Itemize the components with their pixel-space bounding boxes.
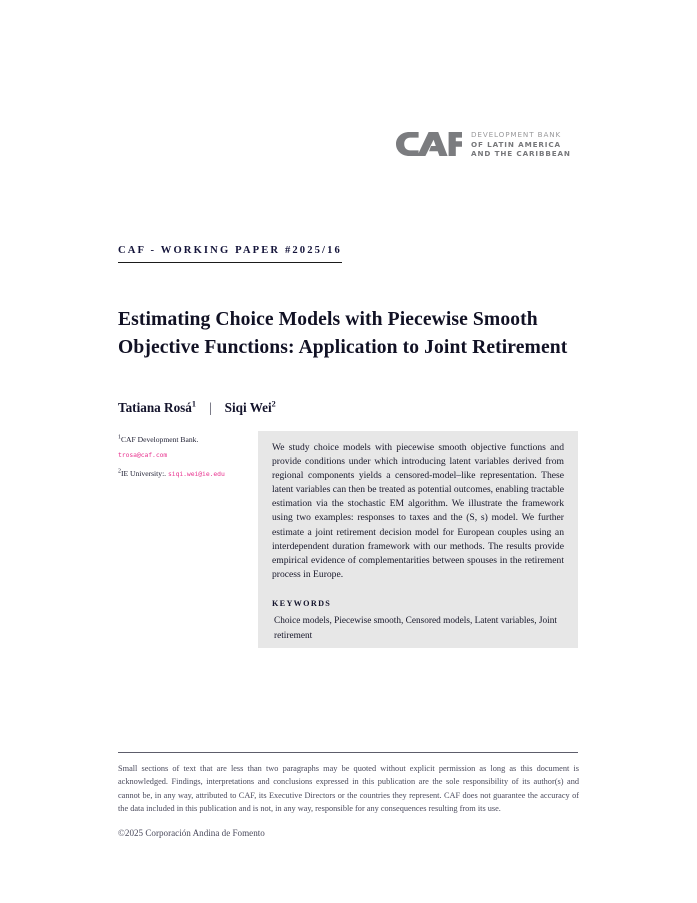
affiliation-list xyxy=(118,434,250,480)
affiliation-2 xyxy=(118,468,250,480)
logo-line-2: OF LATIN AMERICA xyxy=(471,139,561,149)
copyright-text: ©2025 Corporación Andina de Fomento xyxy=(118,828,265,838)
affiliation-institution-2: IE University:. xyxy=(120,469,167,479)
affiliation-email-line-1 xyxy=(118,449,250,461)
author-name-2: Siqi Wei$^2$ xyxy=(224,399,276,415)
author-list xyxy=(118,400,276,416)
working-paper-label: CAF - WORKING PAPER #2025/16 xyxy=(118,245,342,263)
abstract-panel xyxy=(258,431,578,648)
caf-logo xyxy=(396,130,571,159)
caf-wordmark-icon xyxy=(396,132,462,156)
page-title: Estimating Choice Models with Piecewise Smooth Objective Functions: Application to Joint Retirement xyxy=(118,309,568,358)
keywords-heading: KEYWORDS xyxy=(272,598,332,608)
affiliation-marker-2: 2 xyxy=(118,468,121,475)
email-link-1[interactable]: trosa@caf.com xyxy=(118,450,168,459)
caf-logo-text xyxy=(471,130,571,159)
affiliation-institution-1: CAF Development Bank. xyxy=(120,435,199,444)
email-link-2[interactable]: siqi.wei@ie.edu xyxy=(168,470,225,479)
author-separator: | xyxy=(209,400,212,415)
footer-divider xyxy=(118,752,578,753)
logo-line-1: DEVELOPMENT BANK xyxy=(471,130,562,139)
disclaimer-text: Small sections of text that are less than two paragraphs may be quoted without explicit permission as long as this document is acknowledged. Findings, interpretations and conclusions expressed in this publication are the sole responsibility of its author(s) and cannot be, in any way, attributed to CAF, its Executive Directors or the countries they represent. CAF does not guarantee the accuracy of the data included in this publication and is not, in any way, responsible for any consequences resulting from its use. xyxy=(118,764,579,814)
keywords-text: Choice models, Piecewise smooth, Censored models, Latent variables, Joint retirement xyxy=(274,615,557,641)
affiliation-1 xyxy=(118,434,250,446)
logo-line-3: AND THE CARIBBEAN xyxy=(471,149,571,158)
author-marker-1: 1 xyxy=(191,399,196,409)
affiliation-marker-1: 1 xyxy=(118,434,121,441)
abstract-text: We study choice models with piecewise smooth objective functions and provide conditions under which introducing latent variables derived from regional components yields a censored-model–like representation. These latent variables can then be treated as potential outcomes, enabling tractable estimation via the stochastic EM algorithm. We illustrate the framework using two examples: responses to taxes and the (S, s) model. We further estimate a joint retirement decision model for European couples using an interdependent duration framework with our methods. The results provide empirical evidence of complementarities between spouses in the retirement process in Europe. xyxy=(272,442,564,580)
author-marker-2: 2 xyxy=(271,399,276,409)
author-name-1: Tatiana Rosá$^1$ xyxy=(118,399,196,415)
